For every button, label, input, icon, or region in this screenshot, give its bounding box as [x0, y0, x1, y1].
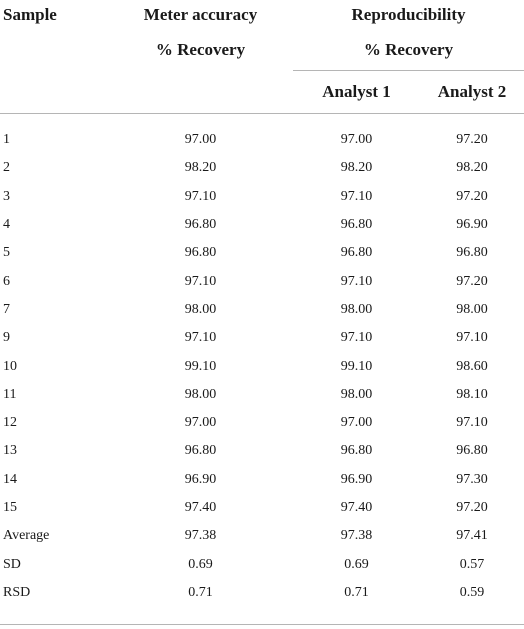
table-row	[0, 466, 524, 494]
cell-analyst-2: 97.20	[456, 500, 488, 515]
cell-analyst-1: 98.20	[340, 160, 373, 176]
cell-sample: RSD	[3, 584, 31, 600]
cell-meter: 0.69	[188, 556, 213, 572]
header-blank-3	[108, 71, 293, 114]
cell-meter: 99.10	[184, 358, 217, 374]
header-row-3	[0, 71, 524, 114]
cell-analyst-2: 98.10	[456, 386, 488, 402]
cell-analyst-2: 0.59	[459, 584, 485, 600]
table-header	[0, 0, 524, 114]
cell-sample: 6	[3, 273, 10, 289]
cell-meter: 97.40	[184, 500, 217, 515]
cell-analyst-1: 97.38	[340, 528, 373, 544]
cell-sample: 1	[3, 132, 10, 148]
table-bottom-rule	[0, 624, 524, 625]
cell-sample: 5	[3, 245, 10, 261]
header-analyst-2: Analyst 2	[420, 71, 524, 114]
cell-sample: 3	[3, 188, 10, 204]
table-row	[0, 522, 524, 550]
cell-sample: 15	[3, 500, 17, 515]
header-analyst-1: Analyst 1	[293, 71, 420, 114]
cell-analyst-1: 97.10	[340, 273, 373, 289]
cell-sample: Average	[3, 528, 50, 544]
table-row	[0, 211, 524, 239]
cell-sample: 2	[3, 160, 10, 176]
table-row	[0, 114, 524, 155]
cell-analyst-1: 97.40	[340, 500, 373, 515]
cell-analyst-2: 98.60	[456, 358, 488, 374]
cell-sample: 14	[3, 471, 17, 487]
table-row	[0, 296, 524, 324]
table-row	[0, 381, 524, 409]
cell-analyst-1: 97.10	[340, 330, 373, 346]
cell-analyst-2: 98.00	[456, 301, 488, 317]
cell-analyst-1: 98.00	[340, 386, 373, 402]
header-row-1	[0, 0, 524, 30]
cell-analyst-2: 97.20	[456, 132, 488, 148]
cell-analyst-2: 97.10	[456, 415, 488, 431]
cell-analyst-1: 0.69	[344, 556, 369, 572]
table-row	[0, 324, 524, 352]
cell-analyst-2: 98.20	[456, 160, 488, 176]
header-blank-2	[0, 71, 108, 114]
cell-meter: 96.80	[184, 245, 217, 261]
table-row	[0, 267, 524, 295]
cell-analyst-1: 96.80	[340, 443, 373, 459]
cell-meter: 97.10	[184, 330, 217, 346]
cell-meter: 97.10	[184, 188, 217, 204]
table-row	[0, 550, 524, 578]
cell-sample: 10	[3, 358, 17, 374]
cell-meter: 96.80	[184, 443, 217, 459]
header-meter-recovery: % Recovery	[155, 40, 246, 60]
cell-sample: 9	[3, 330, 10, 346]
header-blank-1	[0, 30, 108, 71]
cell-meter: 97.10	[184, 273, 217, 289]
cell-meter: 97.38	[184, 528, 217, 544]
cell-meter: 98.00	[184, 386, 217, 402]
cell-sample: 11	[3, 386, 17, 402]
cell-analyst-1: 99.10	[340, 358, 373, 374]
cell-analyst-2: 0.57	[459, 556, 485, 572]
table-body	[0, 114, 524, 614]
table-row	[0, 239, 524, 267]
table-row	[0, 352, 524, 380]
table-row	[0, 437, 524, 465]
cell-sample: 7	[3, 301, 10, 317]
header-meter-accuracy: Meter accuracy	[143, 5, 258, 24]
cell-meter: 96.80	[184, 217, 217, 233]
cell-sample: SD	[3, 556, 21, 572]
cell-meter: 97.00	[184, 415, 217, 431]
cell-analyst-2: 97.20	[456, 273, 488, 289]
table-row	[0, 409, 524, 437]
table-row	[0, 183, 524, 211]
cell-meter: 0.71	[188, 584, 213, 600]
header-reproducibility: Reproducibility	[351, 5, 466, 24]
cell-sample: 4	[3, 217, 10, 233]
cell-analyst-2: 96.80	[456, 443, 488, 459]
cell-analyst-2: 96.90	[456, 217, 488, 233]
cell-analyst-1: 96.90	[340, 471, 373, 487]
cell-meter: 96.90	[184, 471, 217, 487]
cell-analyst-1: 97.00	[340, 132, 373, 148]
table-row	[0, 154, 524, 182]
cell-meter: 98.00	[184, 301, 217, 317]
cell-analyst-1: 97.10	[340, 188, 373, 204]
cell-analyst-1: 0.71	[344, 584, 369, 600]
cell-analyst-2: 97.30	[456, 471, 488, 487]
header-sample: Sample	[3, 5, 57, 24]
cell-analyst-1: 96.80	[340, 245, 373, 261]
cell-analyst-2: 96.80	[456, 245, 488, 261]
cell-analyst-2: 97.20	[456, 188, 488, 204]
cell-analyst-1: 98.00	[340, 301, 373, 317]
cell-sample: 12	[3, 415, 17, 431]
cell-meter: 97.00	[184, 132, 217, 148]
table-row	[0, 494, 524, 522]
cell-analyst-2: 97.41	[456, 528, 488, 544]
cell-analyst-1: 97.00	[340, 415, 373, 431]
header-row-2	[0, 30, 524, 71]
cell-sample: 13	[3, 443, 17, 459]
cell-analyst-2: 97.10	[456, 330, 488, 346]
header-repro-recovery: % Recovery	[293, 30, 524, 71]
table-row	[0, 579, 524, 613]
cell-meter: 98.20	[184, 160, 217, 176]
cell-analyst-1: 96.80	[340, 217, 373, 233]
